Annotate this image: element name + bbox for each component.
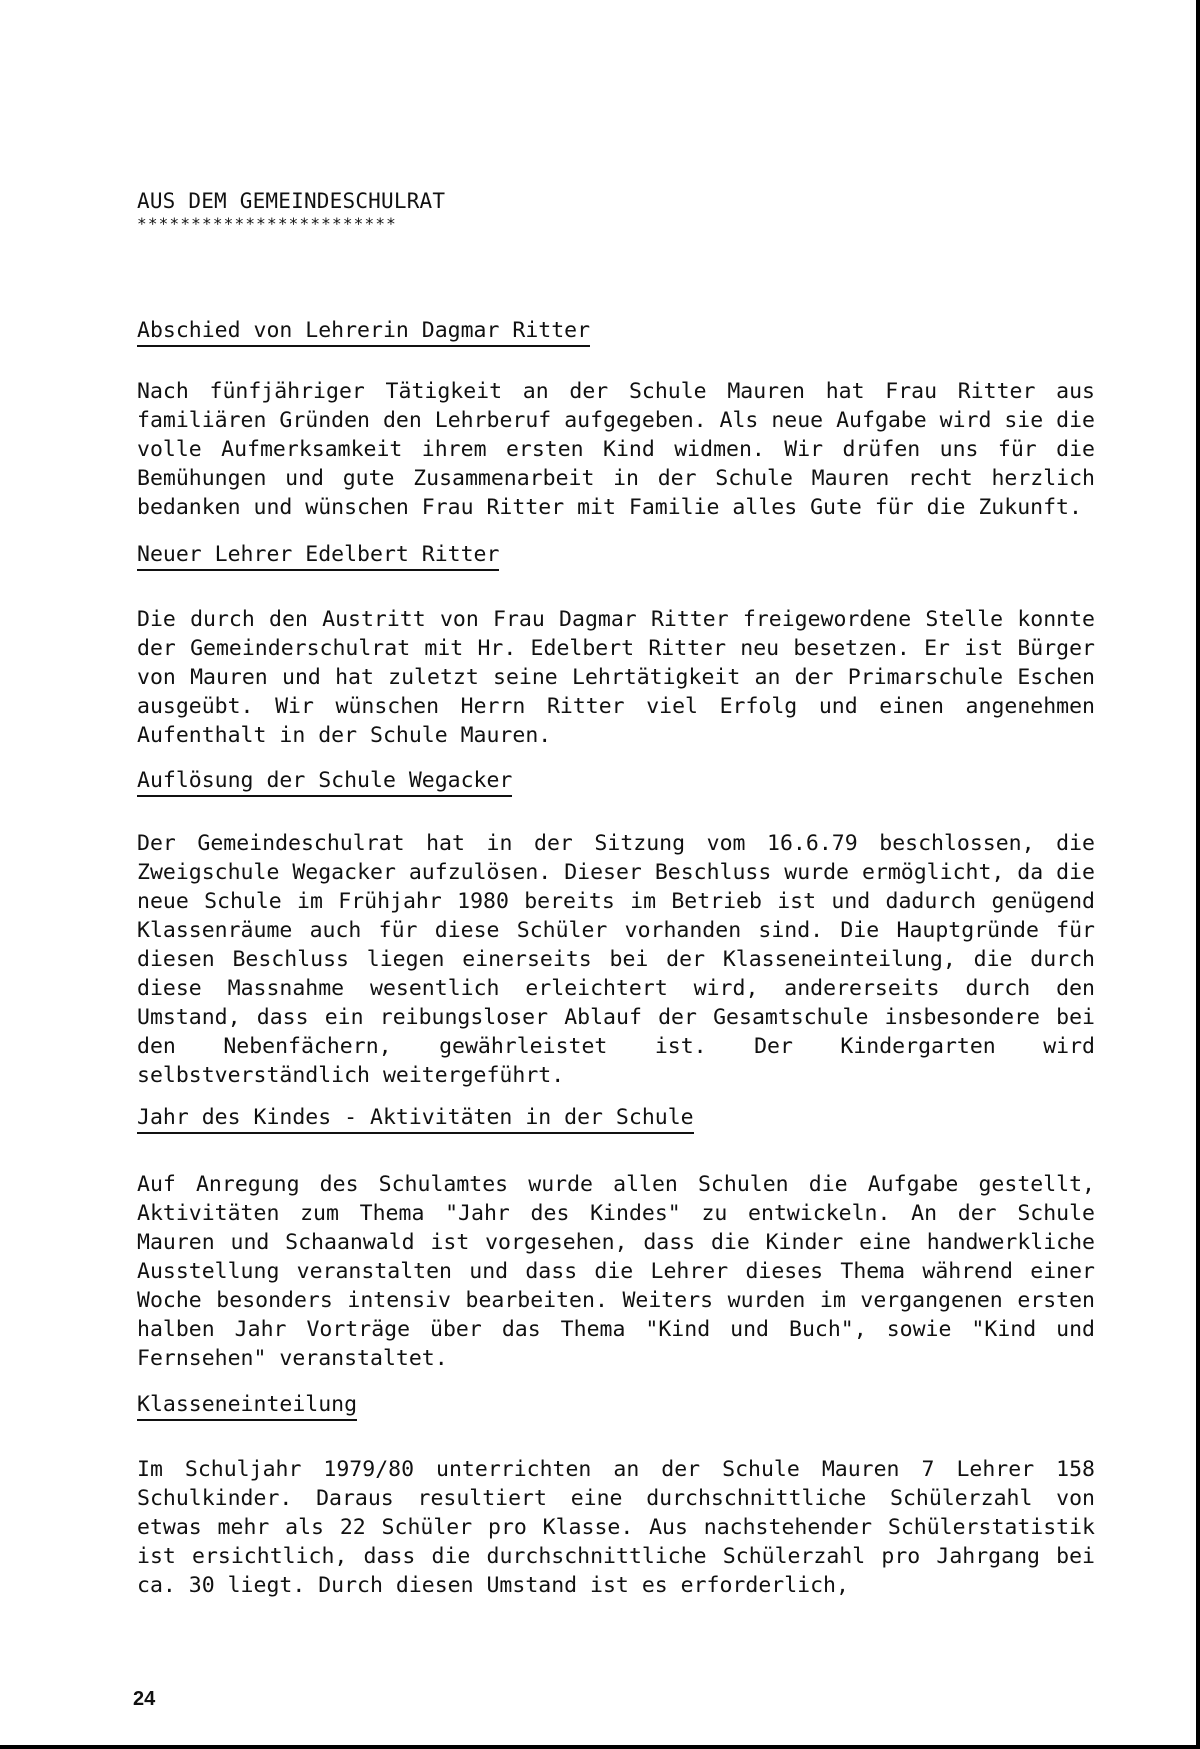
page-number: 24	[133, 1688, 156, 1710]
section-paragraph: Der Gemeindeschulrat hat in der Sitzung vom 16.6.79 beschlossen, die Zweigschule Wegacker aufzulösen. Dieser Beschluss wurde ermöglicht, da die neue Schule im Frühjahr 1980 bereits im Betrieb ist und dadurch genügend Klassenräume auch für diese Schüler vorhanden sind. Die Hauptgründe für diesen Beschluss liegen einerseits bei der Klasseneinteilung, die durch diese Massnahme wesentlich erleichtert wird, andererseits durch den Umstand, dass ein reibungsloser Ablauf der Gesamtschule insbesondere bei den Nebenfächern, gewährleistet ist. Der Kindergarten wird selbstverständlich weitergeführt.	[137, 831, 1095, 1088]
section-new-teacher	[137, 522, 1095, 750]
section-school-closure	[137, 750, 1095, 1090]
section-heading: Abschied von Lehrerin Dagmar Ritter	[137, 318, 590, 347]
section-heading: Neuer Lehrer Edelbert Ritter	[137, 542, 499, 571]
section-heading: Jahr des Kindes - Aktivitäten in der Schule	[137, 1105, 694, 1134]
section-paragraph: Die durch den Austritt von Frau Dagmar Ritter freigewordene Stelle konnte der Gemeinderschulrat mit Hr. Edelbert Ritter neu besetzen. Er ist Bürger von Mauren und hat zuletzt seine Lehrtätigkeit an der Primarschule Eschen ausgeübt. Wir wünschen Herrn Ritter viel Erfolg und einen angenehmen Aufenthalt in der Schule Mauren.	[137, 607, 1095, 748]
section-farewell	[137, 234, 1095, 522]
section-paragraph: Im Schuljahr 1979/80 unterrichten an der Schule Mauren 7 Lehrer 158 Schulkinder. Daraus resultiert eine durchschnittliche Schülerzahl von etwas mehr als 22 Schüler pro Klasse. Aus nachstehender Schülerstatistik ist ersichtlich, dass die durchschnittliche Schülerzahl pro Jahrgang bei ca. 30 liegt. Durch diesen Umstand ist es erforderlich,	[137, 1457, 1095, 1598]
section-year-of-child	[137, 1090, 1095, 1373]
section-heading: Auflösung der Schule Wegacker	[137, 768, 512, 797]
section-class-division	[137, 1373, 1095, 1600]
section-paragraph: Auf Anregung des Schulamtes wurde allen Schulen die Aufgabe gestellt, Aktivitäten zum Thema "Jahr des Kindes" zu entwickeln. An der Schule Mauren und Schaanwald ist vorgesehen, dass die Kinder eine handwerkliche Ausstellung veranstalten und dass die Lehrer dieses Thema während einer Woche besonders intensiv bearbeiten. Weiters wurden im vergangenen ersten halben Jahr Vorträge über das Thema "Kind und Buch", sowie "Kind und Fernsehen" veranstaltet.	[137, 1172, 1095, 1371]
document-title: AUS DEM GEMEINDESCHULRAT	[137, 189, 446, 213]
title-asterisk-rule: ************************	[137, 214, 397, 233]
section-paragraph: Nach fünfjähriger Tätigkeit an der Schule Mauren hat Frau Ritter aus familiären Gründen den Lehrberuf aufgegeben. Als neue Aufgabe wird sie die volle Aufmerksamkeit ihrem ersten Kind widmen. Wir drüfen uns für die Bemühungen und gute Zusammenarbeit in der Schule Mauren recht herzlich bedanken und wünschen Frau Ritter mit Familie alles Gute für die Zukunft.	[137, 379, 1095, 520]
section-heading: Klasseneinteilung	[137, 1392, 357, 1421]
page-content	[137, 188, 1095, 1600]
